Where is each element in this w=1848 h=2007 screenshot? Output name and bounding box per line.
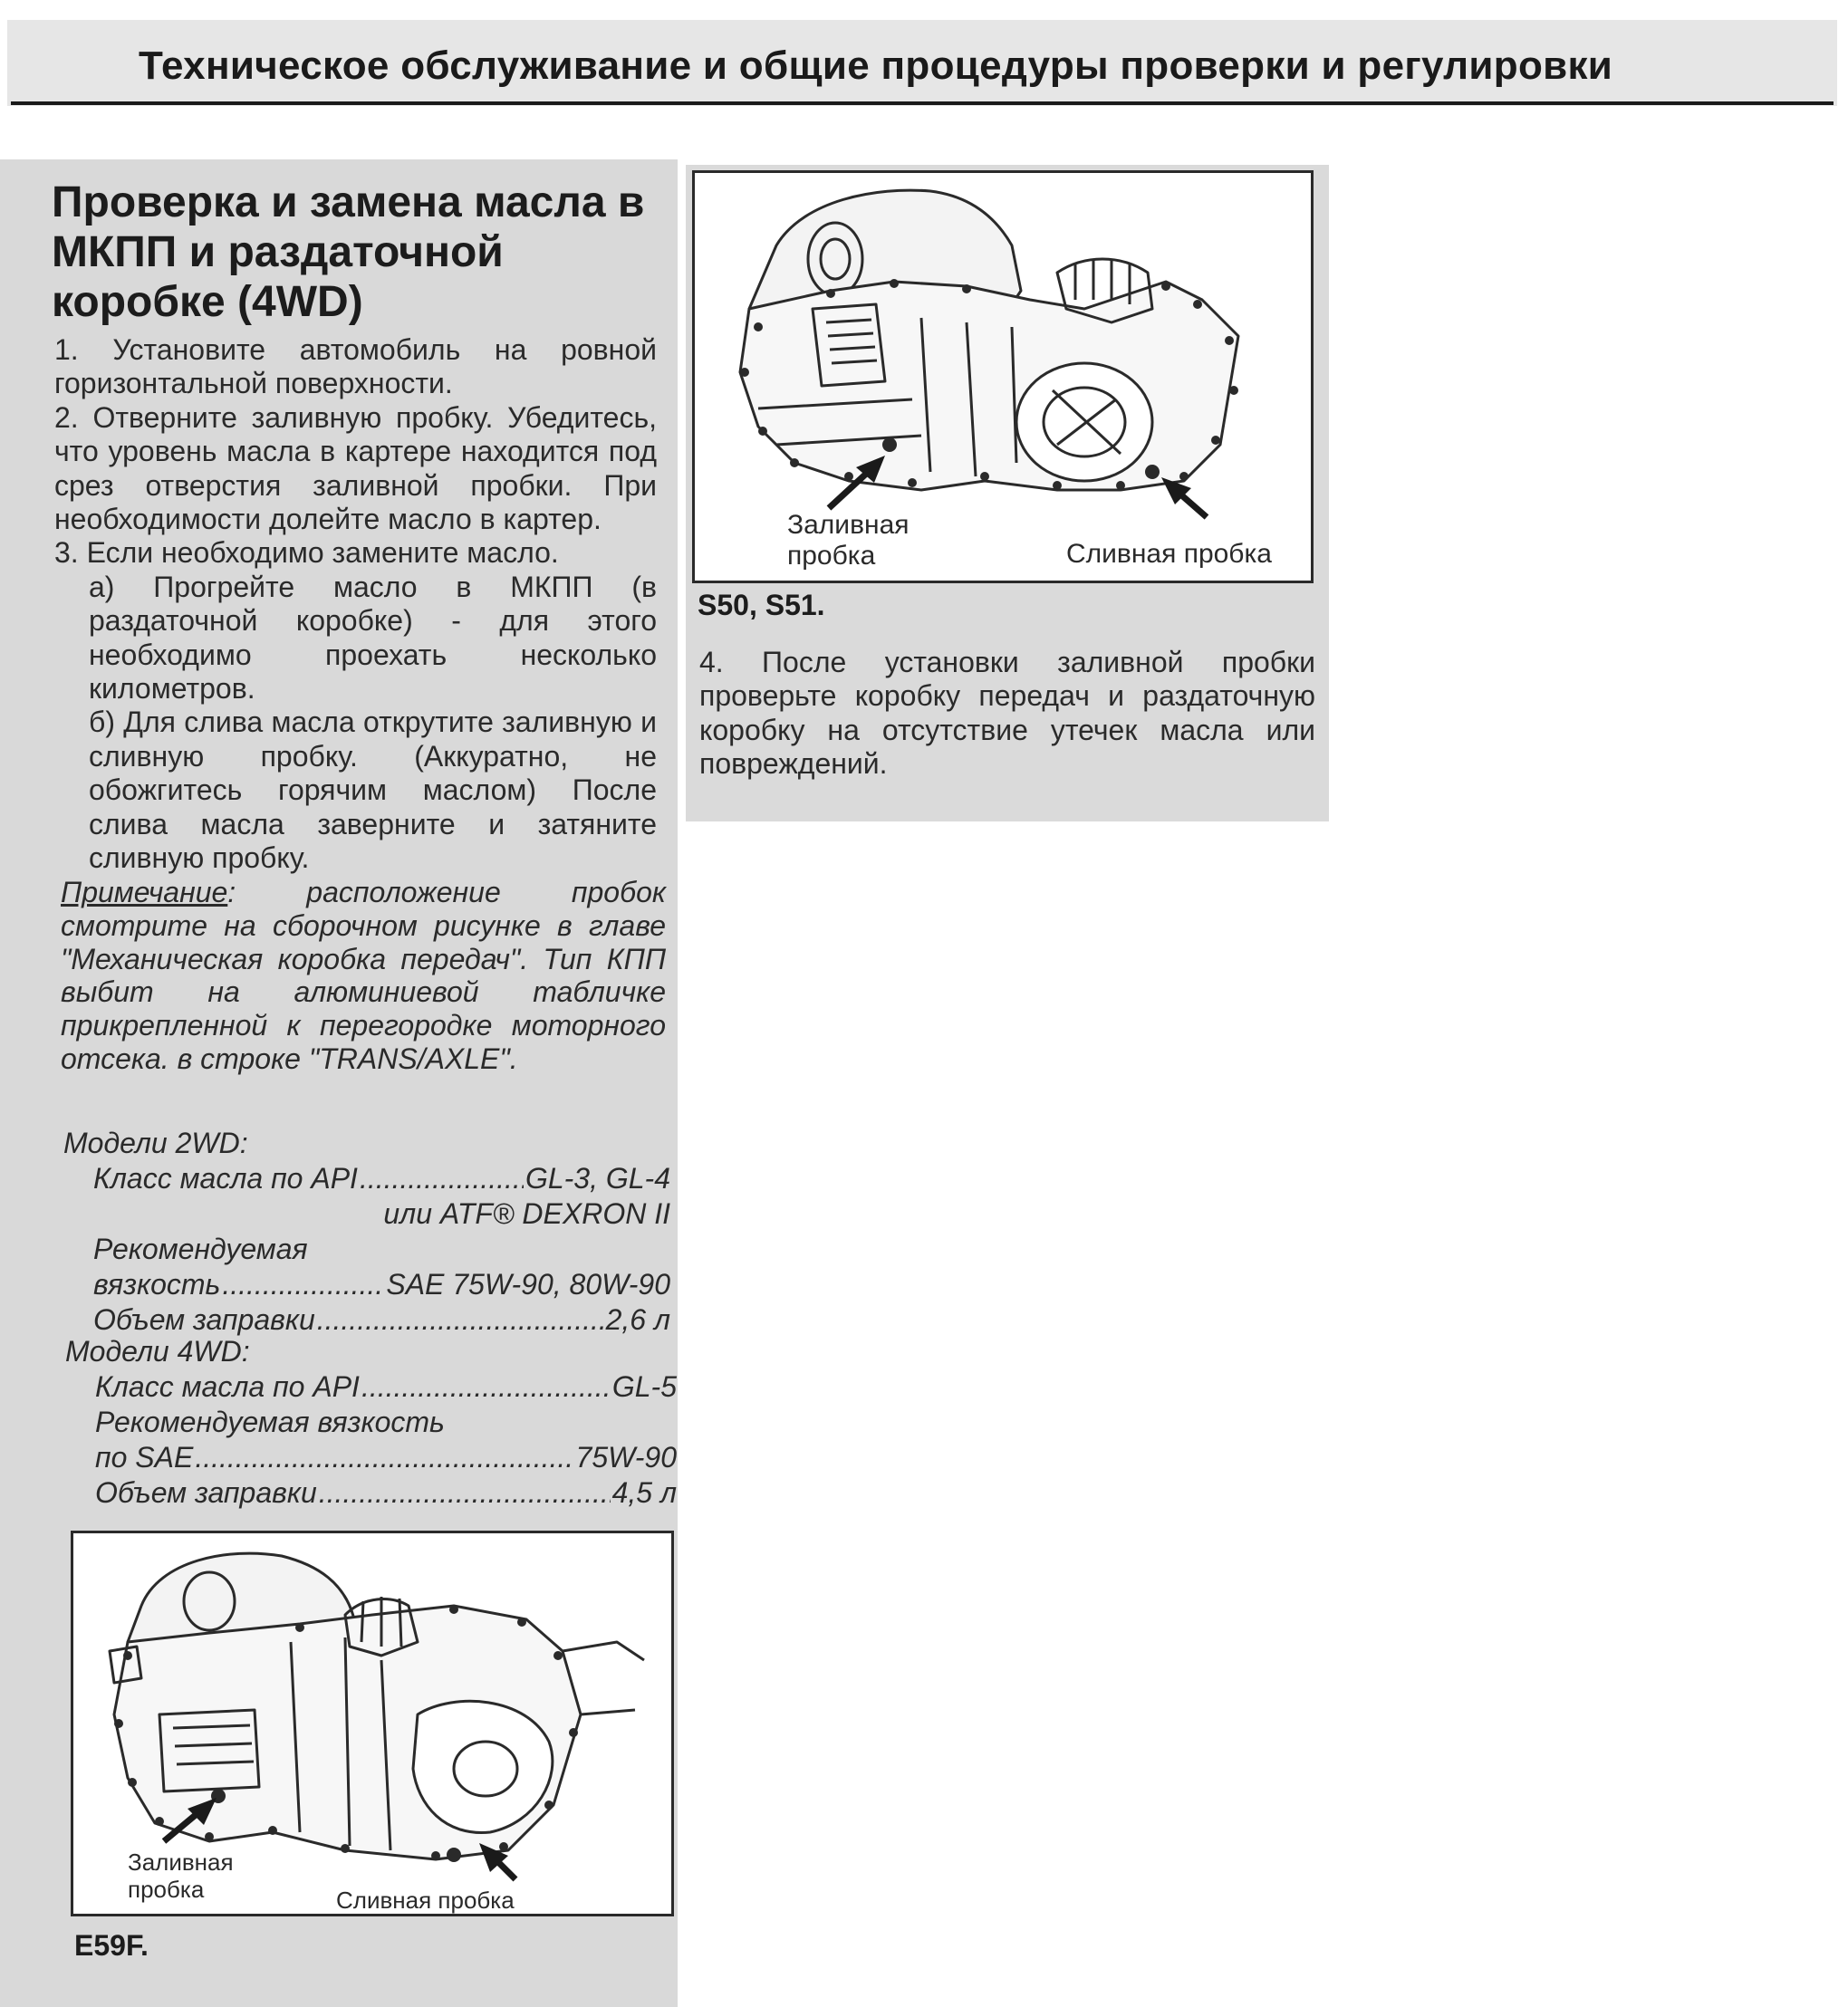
spec-row: [65, 1440, 677, 1475]
specs-4wd: [65, 1334, 677, 1511]
spec-row: [65, 1475, 677, 1511]
specs-2wd-heading: Модели 2WD:: [63, 1127, 248, 1159]
note-text: : расположение пробок смотрите на сборочном рисунке в главе "Механическая коробка передач". Тип КПП выбит на алюминиевой табличке прикрепленной к перегородке моторного отсека. в строке "TRANS/AXLE".: [61, 876, 666, 1075]
fill-plug-label-line2: пробка: [128, 1876, 205, 1903]
fill-plug-label: [787, 510, 910, 571]
spec-row: [63, 1161, 670, 1196]
spec-value: SAE 75W-90, 80W-90: [386, 1268, 670, 1301]
spec-label: Объем заправки: [93, 1303, 315, 1336]
leader-dots: [222, 1267, 384, 1302]
note-paragraph: [61, 876, 666, 1076]
specs-4wd-heading: Модели 4WD:: [65, 1335, 250, 1368]
step-3b: б) Для слива масла открутите заливную и сливную пробку. (Аккуратно, не обожгитесь горячим маслом) После слива масла заверните и затяните сливную пробку.: [89, 706, 657, 875]
spec-label: вязкость: [93, 1268, 221, 1301]
fill-plug-label-line1: Заливная: [787, 510, 910, 540]
drain-plug-label: Сливная пробка: [336, 1887, 515, 1914]
spec-value: GL-3, GL-4: [525, 1162, 670, 1195]
spec-label: Рекомендуемая вязкость: [95, 1406, 445, 1438]
spec-value: GL-5: [611, 1370, 677, 1403]
drain-plug-label: Сливная пробка: [1066, 539, 1272, 569]
step-3: 3. Если необходимо замените масло.: [54, 536, 559, 570]
leader-dots: [195, 1440, 573, 1475]
spec-label: Объем заправки: [95, 1476, 317, 1509]
note-label: Примечание: [61, 876, 228, 908]
transmission-figure-e59f: [71, 1531, 674, 1916]
spec-row: [63, 1267, 670, 1302]
spec-label: по SAE: [95, 1441, 194, 1474]
leader-dots: [319, 1475, 611, 1511]
spec-value: 4,5 л: [611, 1476, 677, 1509]
fill-plug-label-line2: пробка: [787, 541, 876, 571]
transmission-figure-s50: [692, 170, 1314, 583]
spec-label: Рекомендуемая: [93, 1233, 308, 1265]
spec-label: Класс масла по API: [93, 1162, 358, 1195]
spec-row: [63, 1302, 670, 1338]
spec-label: Класс масла по API: [95, 1370, 360, 1403]
page-header: [7, 20, 1837, 106]
step-4: 4. После установки заливной пробки проверьте коробку передач и раздаточную коробку на отсутствие утечек масла или повреждений.: [699, 646, 1315, 781]
page-header-title: Техническое обслуживание и общие процедуры проверки и регулировки: [139, 43, 1613, 88]
step-1: 1. Установите автомобиль на ровной горизонтальной поверхности.: [54, 333, 657, 400]
fill-plug-label-line1: Заливная: [128, 1849, 234, 1876]
spec-value-alt: или ATF® DEXRON II: [383, 1197, 670, 1230]
spec-row: [65, 1369, 677, 1405]
fill-plug-label: [128, 1849, 234, 1903]
procedure-steps: [54, 333, 657, 876]
spec-value: 75W-90: [575, 1441, 677, 1474]
leader-dots: [360, 1161, 524, 1196]
specs-2wd: [63, 1126, 670, 1338]
step-2: 2. Отверните заливную пробку. Убедитесь, что уровень масла в картере находится под срез отверстия заливной пробки. При необходимости долейте масло в картер.: [54, 400, 657, 536]
leader-dots: [361, 1369, 611, 1405]
figure-caption-e59f: E59F.: [74, 1929, 149, 1962]
spec-value: 2,6 л: [605, 1303, 670, 1336]
header-rule: [11, 101, 1834, 105]
figure-caption-s50: S50, S51.: [698, 589, 825, 621]
section-title: Проверка и замена масла в МКПП и раздаточной коробке (4WD): [52, 178, 645, 326]
leader-dots: [317, 1302, 604, 1338]
step-3a: а) Прогрейте масло в МКПП (в раздаточной коробке) - для этого необходимо проехать несколько километров.: [89, 570, 657, 706]
